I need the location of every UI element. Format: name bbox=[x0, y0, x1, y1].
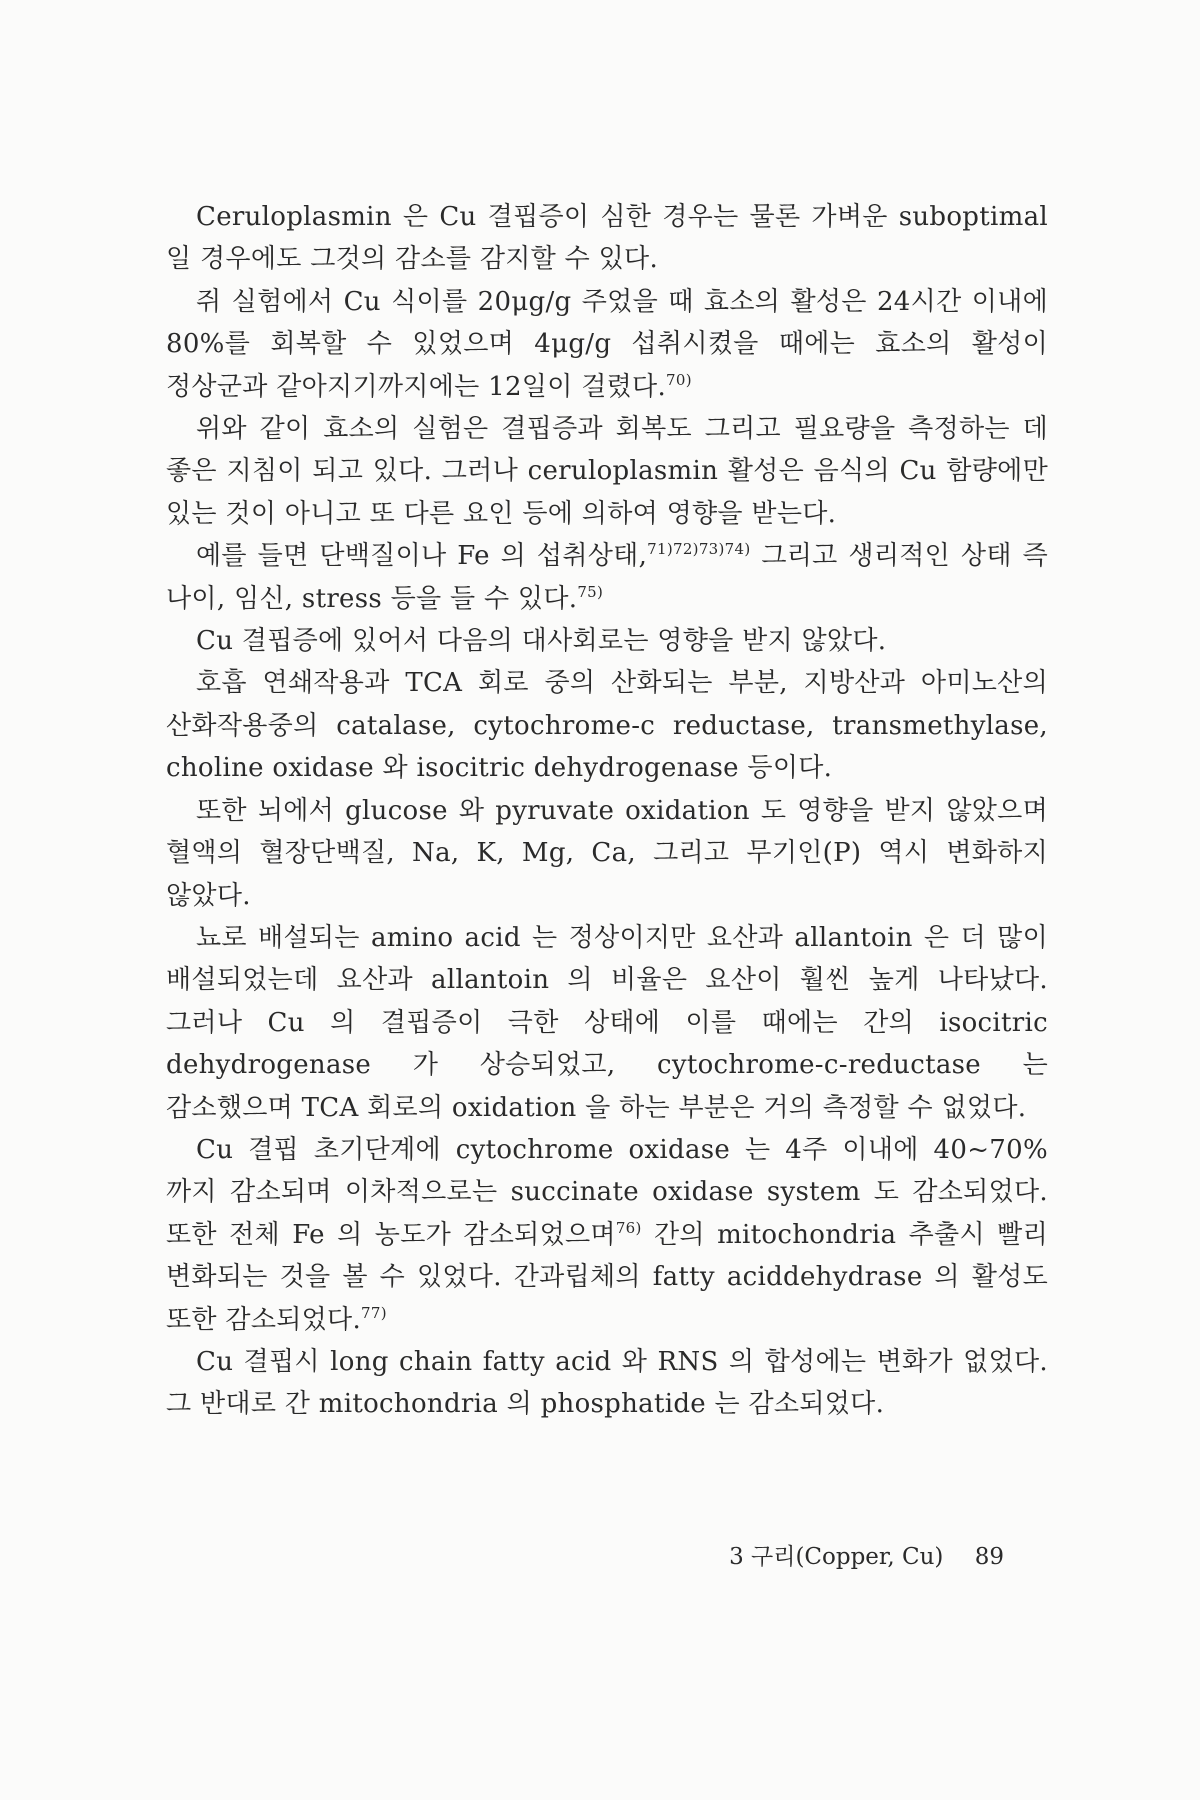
paragraph-8 bbox=[166, 917, 1048, 1129]
paragraph-10 bbox=[166, 1341, 1048, 1426]
page-footer bbox=[729, 1538, 1004, 1571]
citation-superscript: 76) bbox=[615, 1218, 642, 1237]
paragraph-text: 예를 들면 단백질이나 Fe 의 섭취상태, bbox=[196, 541, 648, 572]
paragraph-text: Cu 결핍시 long chain fatty acid 와 RNS 의 합성에는 변화가 없었다. 그 반대로 간 mitochondria 의 phosphatide 는 감소되었다. bbox=[166, 1346, 1048, 1420]
paragraph-1 bbox=[166, 196, 1048, 281]
citation-superscript: 77) bbox=[361, 1303, 387, 1322]
running-footer-chapter: 3 구리(Copper, Cu) bbox=[729, 1544, 944, 1570]
paragraph-text: 또한 뇌에서 glucose 와 pyruvate oxidation 도 영향을 받지 않았으며 혈액의 혈장단백질, Na, K, Mg, Ca, 그리고 무기인(P) 역시 변화하지 않았다. bbox=[166, 795, 1048, 911]
body-text bbox=[166, 196, 1048, 1426]
paragraph-9 bbox=[166, 1129, 1048, 1341]
paragraph-2 bbox=[166, 281, 1048, 408]
paragraph-text: Cu 결핍증에 있어서 다음의 대사회로는 영향을 받지 않았다. bbox=[196, 626, 887, 657]
citation-superscript: 70) bbox=[666, 370, 692, 389]
paragraph-5 bbox=[166, 620, 1048, 662]
paragraph-3 bbox=[166, 408, 1048, 535]
paragraph-text: 뇨로 배설되는 amino acid 는 정상이지만 요산과 allantoin 은 더 많이 배설되었는데 요산과 allantoin 의 비율은 요산이 훨씬 높게 나타났다. 그러나 Cu 의 결핍증이 극한 상태에 이를 때에는 간의 isocitric dehydrogenase 가 상승되었고, cytochrome-c-reductase 는 감소했으며 TCA 회로의 oxidation 을 하는 부분은 거의 측정할 수 없었다. bbox=[166, 922, 1048, 1123]
paragraph-text: 간의 mitochondria 추출시 빨리 변화되는 것을 볼 수 있었다. 간과립체의 fatty aciddehydrase 의 활성도 또한 감소되었다. bbox=[166, 1219, 1048, 1335]
paragraph-4 bbox=[166, 535, 1048, 620]
paragraph-text: 호흡 연쇄작용과 TCA 회로 중의 산화되는 부분, 지방산과 아미노산의 산화작용중의 catalase, cytochrome-c reductase, transmethylase, choline oxidase 와 isocitric dehydrogenase 등이다. bbox=[166, 668, 1048, 784]
paragraph-text: 쥐 실험에서 Cu 식이를 20μg/g 주었을 때 효소의 활성은 24시간 이내에 80%를 회복할 수 있었으며 4μg/g 섭취시켰을 때에는 효소의 활성이 정상군과 같아지기까지에는 12일이 걸렸다. bbox=[166, 286, 1048, 402]
paragraph-text: Cu 결핍 초기단계에 cytochrome oxidase 는 4주 이내에 40~70% 까지 감소되며 이차적으로는 succinate oxidase system 도 감소되었다. 또한 전체 Fe 의 농도가 감소되었으며 bbox=[166, 1134, 1048, 1250]
paragraph-text: 그리고 생리적인 상태 즉 나이, 임신, stress 등을 들 수 있다. bbox=[166, 541, 1048, 614]
paragraph-6 bbox=[166, 662, 1048, 789]
citation-superscript: 75) bbox=[577, 582, 604, 601]
paragraph-text: 위와 같이 효소의 실험은 결핍증과 회복도 그리고 필요량을 측정하는 데 좋은 지침이 되고 있다. 그러나 ceruloplasmin 활성은 음식의 Cu 함량에만 있는 것이 아니고 또 다른 요인 등에 의하여 영향을 받는다. bbox=[166, 414, 1048, 529]
paragraph-text: Ceruloplasmin 은 Cu 결핍증이 심한 경우는 물론 가벼운 suboptimal 일 경우에도 그것의 감소를 감지할 수 있다. bbox=[166, 202, 1048, 275]
citation-superscript: 71)72)73)74) bbox=[647, 540, 751, 559]
paragraph-7 bbox=[166, 790, 1048, 917]
page-number: 89 bbox=[974, 1544, 1004, 1570]
